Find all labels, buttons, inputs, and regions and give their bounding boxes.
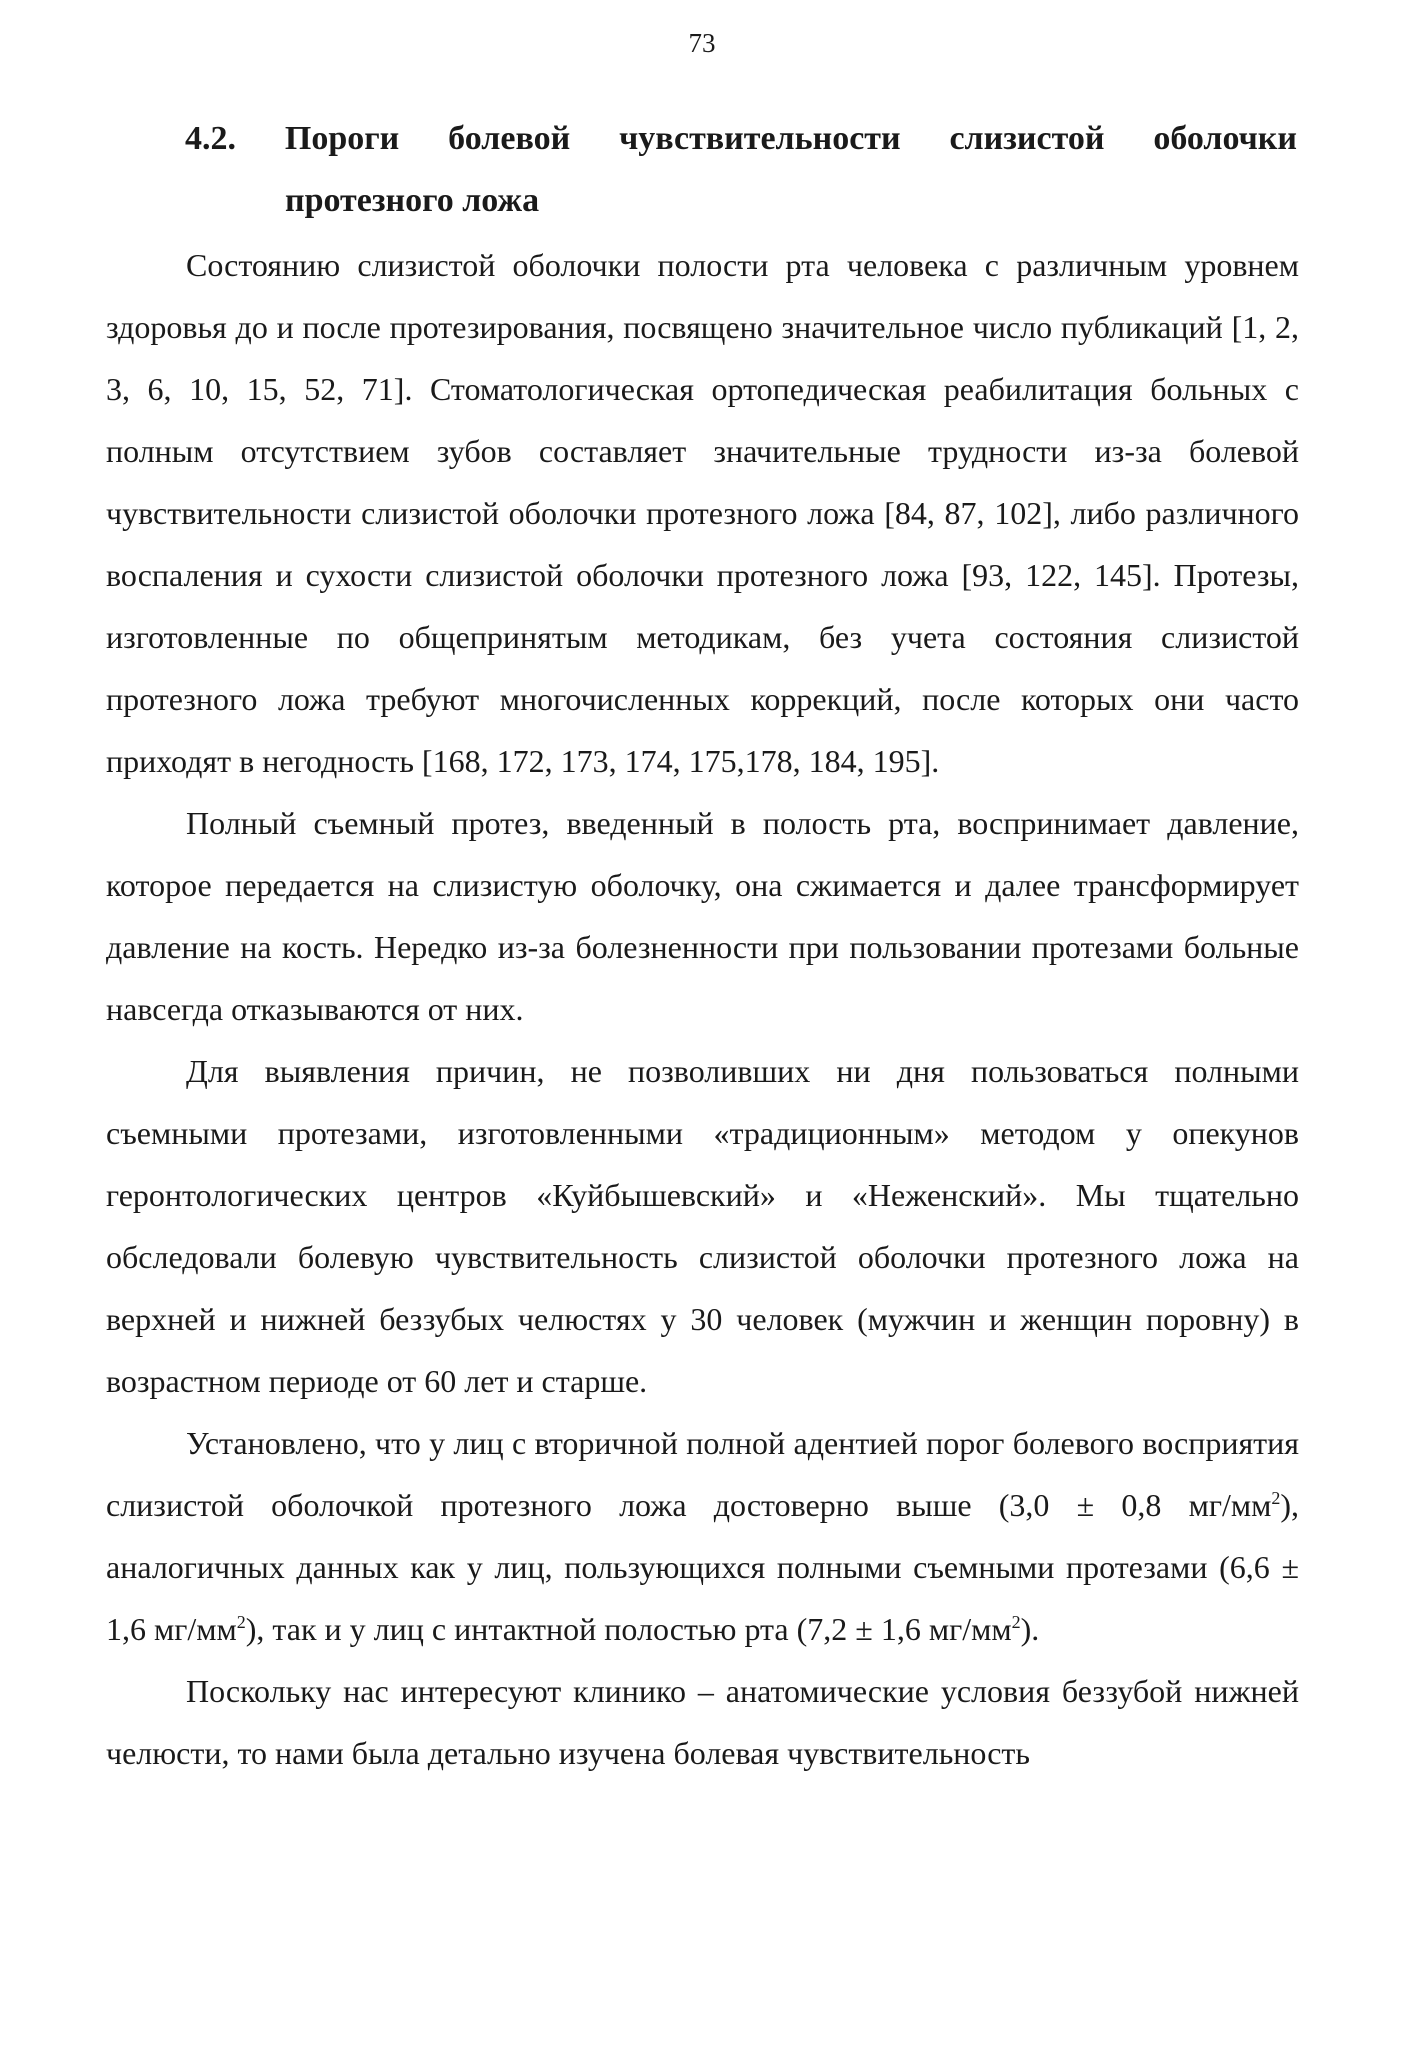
superscript: 2 (236, 1612, 246, 1632)
section-heading (185, 108, 1297, 232)
superscript: 2 (1271, 1488, 1281, 1508)
paragraph: Полный съемный протез, введенный в полость рта, воспринимает давление, которое передается на слизистую оболочку, она сжимается и далее трансформирует давление на кость. Нередко из-за болезненности при пользовании протезами больные навсегда отказываются от них. (106, 805, 1299, 1027)
superscript: 2 (1011, 1612, 1021, 1632)
heading-word: оболочки (1153, 120, 1297, 157)
heading-word: болевой (448, 120, 571, 157)
paragraph: Для выявления причин, не позволивших ни дня пользоваться полными съемными протезами, изготовленными «традиционным» методом у опекунов геронтологических центров «Куйбышевский» и «Неженский». Мы тщательно обследовали болевую чувствительность слизистой оболочки протезного ложа на верхней и нижней беззубых челюстях у 30 человек (мужчин и женщин поровну) в возрастном периоде от 60 лет и старше. (106, 1053, 1299, 1399)
heading-word: слизистой (949, 120, 1105, 157)
paragraph-text: ), аналогичных данных как у лиц, пользующихся полными съемными протезами (6,6 ± 1,6 мг/мм (106, 1487, 1299, 1647)
paragraph: Поскольку нас интересуют клинико – анатомические условия беззубой нижней челюсти, то нами была детально изучена болевая чувствительность (106, 1673, 1299, 1771)
heading-number: 4.2. (185, 120, 236, 157)
paragraph-text: ). (1020, 1611, 1040, 1647)
paragraph-text: ), так и у лиц с интактной полостью рта (7,2 ± 1,6 мг/мм (245, 1611, 1012, 1647)
page-number: 73 (688, 28, 716, 58)
heading-line-2: протезного ложа (285, 182, 540, 219)
heading-word: Пороги (284, 120, 400, 157)
heading-word: чувствительности (619, 120, 901, 157)
paragraph (106, 1412, 1299, 1660)
paragraph: Состоянию слизистой оболочки полости рта человека с различным уровнем здоровья до и после протезирования, посвящено значительное число публикаций [1, 2, 3, 6, 10, 15, 52, 71]. Стоматологическая ортопедическая реабилитация больных с полным отсутствием зубов составляет значительные трудности из-за болевой чувствительности слизистой оболочки протезного ложа [84, 87, 102], либо различного воспаления и сухости слизистой оболочки протезного ложа [93, 122, 145]. Протезы, изготовленные по общепринятым методикам, без учета состояния слизистой протезного ложа требуют многочисленных коррекций, после которых они часто приходят в негодность [168, 172, 173, 174, 175,178, 184, 195]. (106, 247, 1299, 779)
paragraph-text: Установлено, что у лиц с вторичной полной адентией порог болевого восприятия слизистой оболочкой протезного ложа достоверно выше (3,0 ± 0,8 мг/мм (106, 1425, 1299, 1523)
body-text (106, 234, 1299, 1784)
